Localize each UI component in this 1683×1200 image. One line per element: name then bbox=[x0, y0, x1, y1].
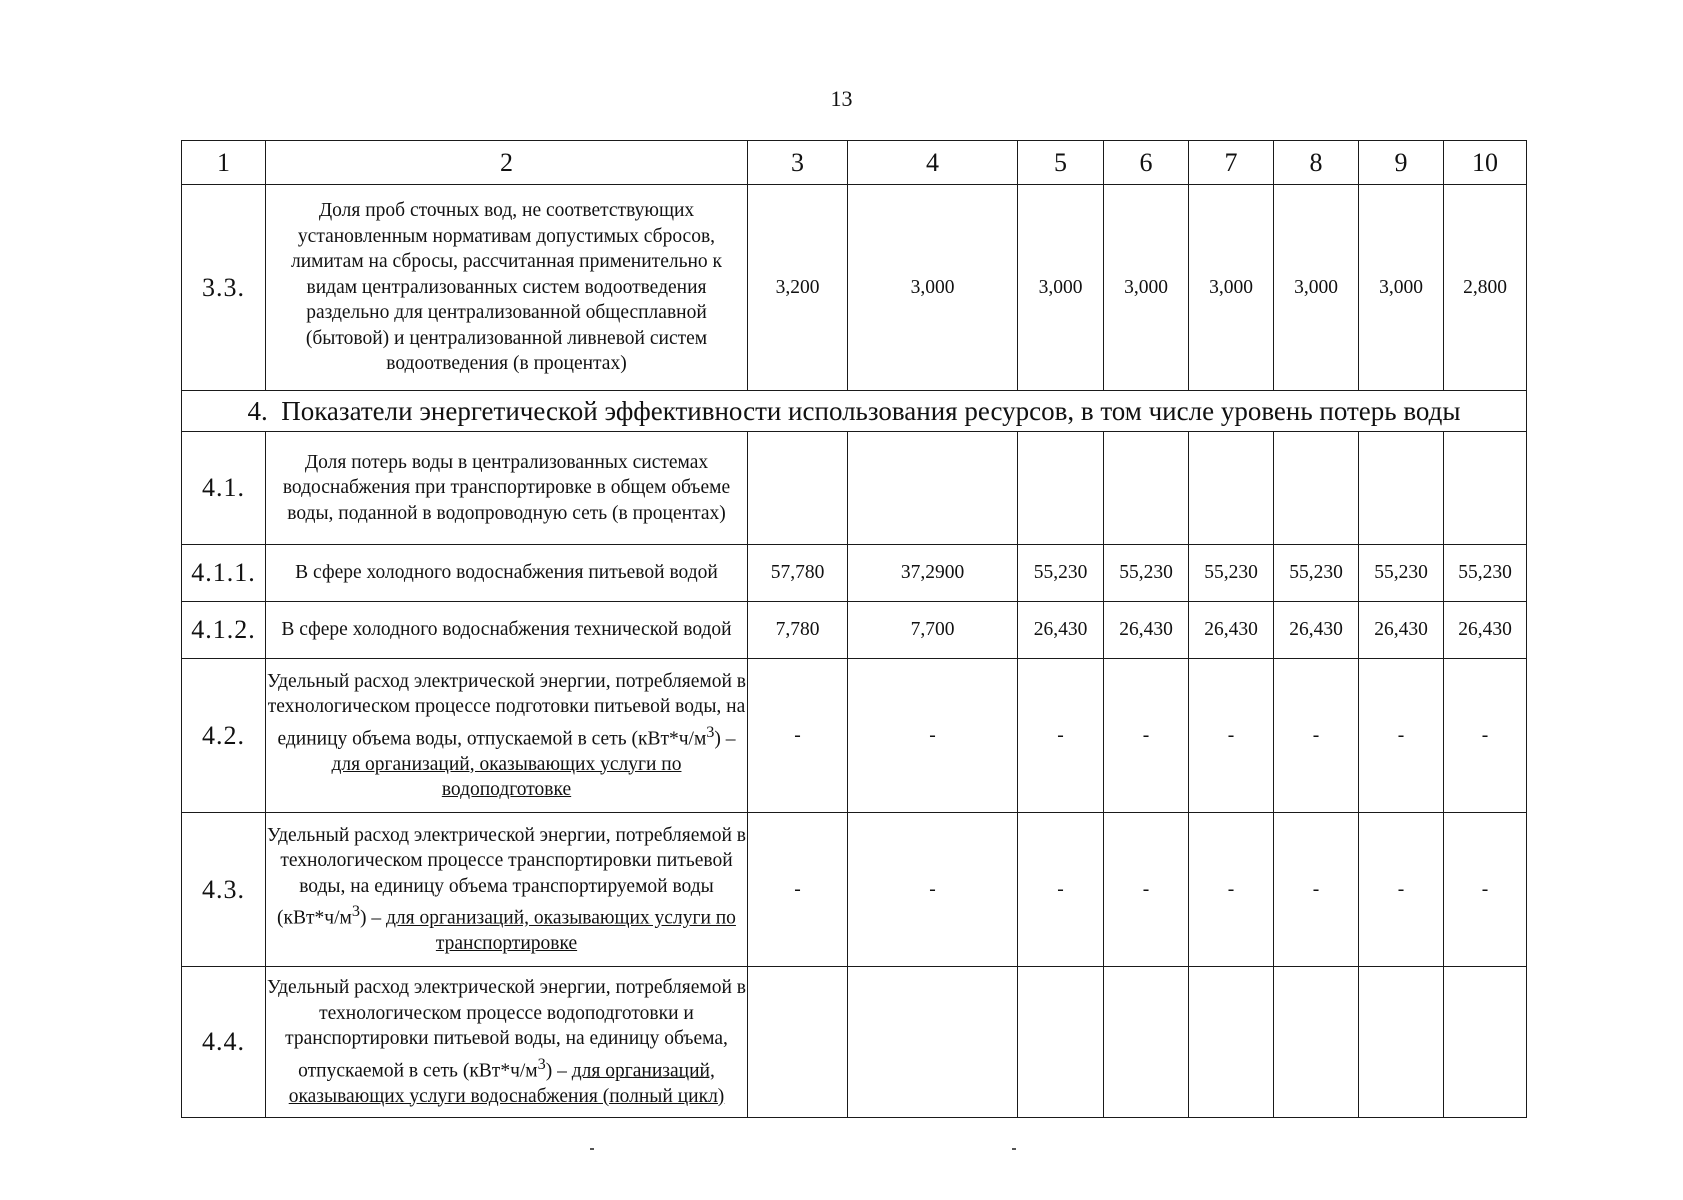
value-cell: 3,000 bbox=[1104, 185, 1189, 391]
row-description: В сфере холодного водоснабжения питьевой водой bbox=[266, 545, 748, 602]
value-cell: - bbox=[1444, 813, 1527, 967]
value-cell bbox=[1018, 432, 1104, 545]
table-row bbox=[182, 602, 1527, 659]
row-number: 4.3. bbox=[182, 813, 266, 967]
value-cell bbox=[848, 967, 1018, 1118]
value-cell bbox=[1359, 967, 1444, 1118]
description-text: ) – bbox=[359, 907, 386, 929]
value-cell: 3,000 bbox=[1359, 185, 1444, 391]
value-cell: - bbox=[1359, 659, 1444, 813]
row-description bbox=[266, 813, 748, 967]
value-cell: - bbox=[1274, 659, 1359, 813]
value-cell: - bbox=[1104, 659, 1189, 813]
value-cell: 55,230 bbox=[1359, 545, 1444, 602]
section-number: 4. bbox=[247, 395, 268, 426]
value-cell: 26,430 bbox=[1274, 602, 1359, 659]
value-cell bbox=[1359, 432, 1444, 545]
description-text: Удельный расход электрической энергии, потребляемой в технологическом процессе водоподготовки и транспортировки питьевой воды, на единицу объема, отпускаемой в сеть (кВт*ч/м bbox=[267, 977, 746, 1081]
value-cell: - bbox=[1274, 813, 1359, 967]
value-cell: - bbox=[1104, 813, 1189, 967]
superscript: 3 bbox=[351, 902, 360, 920]
value-cell bbox=[1189, 432, 1274, 545]
superscript: 3 bbox=[706, 722, 715, 741]
underlined-text: для организаций, оказывающих услуги водоснабжения (полный цикл) bbox=[288, 1060, 725, 1107]
table-row bbox=[182, 967, 1527, 1118]
header-cell: 9 bbox=[1359, 141, 1444, 185]
header-cell: 4 bbox=[848, 141, 1018, 185]
value-cell: - bbox=[1189, 813, 1274, 967]
section-heading bbox=[182, 391, 1527, 432]
value-cell bbox=[1444, 432, 1527, 545]
header-cell: 10 bbox=[1444, 141, 1527, 185]
value-cell bbox=[1104, 432, 1189, 545]
row-description: Доля проб сточных вод, не соответствующих установленным нормативам допустимых сбросов, лимитам на сбросы, рассчитанная применительно к видам централизованных систем водоотведения раздельно для централизованной общесплавной (бытовой) и централизованной ливневой систем водоотведения (в процентах) bbox=[266, 185, 748, 391]
description-text: ) – bbox=[714, 728, 736, 749]
description-text: ) – bbox=[545, 1060, 572, 1081]
header-cell: 1 bbox=[182, 141, 266, 185]
value-cell: 3,000 bbox=[1189, 185, 1274, 391]
header-cell: 2 bbox=[266, 141, 748, 185]
value-cell: 37,2900 bbox=[848, 545, 1018, 602]
value-cell bbox=[1444, 967, 1527, 1118]
page-number: 13 bbox=[830, 86, 853, 111]
description-text: Удельный расход электрической энергии, потребляемой в технологическом процессе подготовки питьевой воды, на единицу объема воды, отпускаемой в сеть (кВт*ч/м bbox=[267, 670, 746, 749]
table-header-row bbox=[182, 141, 1527, 185]
value-cell: 57,780 bbox=[748, 545, 848, 602]
value-cell: 3,000 bbox=[848, 185, 1018, 391]
value-cell: - bbox=[848, 659, 1018, 813]
value-cell: - bbox=[748, 659, 848, 813]
superscript: 3 bbox=[537, 1054, 546, 1073]
row-number: 4.1.1. bbox=[182, 545, 266, 602]
value-cell: - bbox=[1444, 659, 1527, 813]
value-cell: 3,000 bbox=[1274, 185, 1359, 391]
scan-mark bbox=[590, 1148, 594, 1150]
row-description: В сфере холодного водоснабжения технической водой bbox=[266, 602, 748, 659]
description-text: Удельный расход электрической энергии, потребляемой в технологическом процессе транспортировки питьевой воды, на единицу объема транспортируемой воды (кВт*ч/м bbox=[267, 824, 746, 929]
table-row bbox=[182, 813, 1527, 967]
row-number: 4.1.2. bbox=[182, 602, 266, 659]
value-cell bbox=[1189, 967, 1274, 1118]
value-cell: 3,200 bbox=[748, 185, 848, 391]
value-cell: 55,230 bbox=[1189, 545, 1274, 602]
row-number: 4.2. bbox=[182, 659, 266, 813]
value-cell bbox=[748, 432, 848, 545]
value-cell: 7,700 bbox=[848, 602, 1018, 659]
value-cell: 26,430 bbox=[1104, 602, 1189, 659]
value-cell: 26,430 bbox=[1444, 602, 1527, 659]
value-cell: 26,430 bbox=[1189, 602, 1274, 659]
table-row bbox=[182, 659, 1527, 813]
row-number: 4.1. bbox=[182, 432, 266, 545]
row-description bbox=[266, 659, 748, 813]
value-cell bbox=[1274, 432, 1359, 545]
value-cell: 26,430 bbox=[1359, 602, 1444, 659]
table-row bbox=[182, 545, 1527, 602]
value-cell bbox=[848, 432, 1018, 545]
value-cell bbox=[1274, 967, 1359, 1118]
value-cell: 55,230 bbox=[1274, 545, 1359, 602]
value-cell: 55,230 bbox=[1444, 545, 1527, 602]
value-cell bbox=[1104, 967, 1189, 1118]
value-cell bbox=[748, 967, 848, 1118]
value-cell bbox=[1018, 967, 1104, 1118]
underlined-text: для организаций, оказывающих услуги по водоподготовке bbox=[331, 753, 682, 800]
header-cell: 7 bbox=[1189, 141, 1274, 185]
value-cell: - bbox=[848, 813, 1018, 967]
row-number: 4.4. bbox=[182, 967, 266, 1118]
value-cell: - bbox=[1189, 659, 1274, 813]
value-cell: 7,780 bbox=[748, 602, 848, 659]
row-description: Доля потерь воды в централизованных системах водоснабжения при транспортировке в общем объеме воды, поданной в водопроводную сеть (в процентах) bbox=[266, 432, 748, 545]
header-cell: 3 bbox=[748, 141, 848, 185]
value-cell: 55,230 bbox=[1018, 545, 1104, 602]
header-cell: 6 bbox=[1104, 141, 1189, 185]
table-row bbox=[182, 185, 1527, 391]
value-cell: 55,230 bbox=[1104, 545, 1189, 602]
indicators-table bbox=[181, 140, 1527, 1118]
value-cell: 3,000 bbox=[1018, 185, 1104, 391]
table-row bbox=[182, 432, 1527, 545]
row-number: 3.3. bbox=[182, 185, 266, 391]
underlined-text: для организаций, оказывающих услуги по транспортировке bbox=[385, 907, 736, 954]
value-cell: - bbox=[1018, 813, 1104, 967]
value-cell: - bbox=[1359, 813, 1444, 967]
value-cell: 26,430 bbox=[1018, 602, 1104, 659]
scan-mark bbox=[1012, 1148, 1016, 1150]
header-cell: 8 bbox=[1274, 141, 1359, 185]
value-cell: 2,800 bbox=[1444, 185, 1527, 391]
row-description bbox=[266, 967, 748, 1118]
value-cell: - bbox=[748, 813, 848, 967]
header-cell: 5 bbox=[1018, 141, 1104, 185]
section-heading-row bbox=[182, 391, 1527, 432]
value-cell: - bbox=[1018, 659, 1104, 813]
section-title: Показатели энергетической эффективности использования ресурсов, в том числе уровень потерь воды bbox=[281, 395, 1461, 426]
